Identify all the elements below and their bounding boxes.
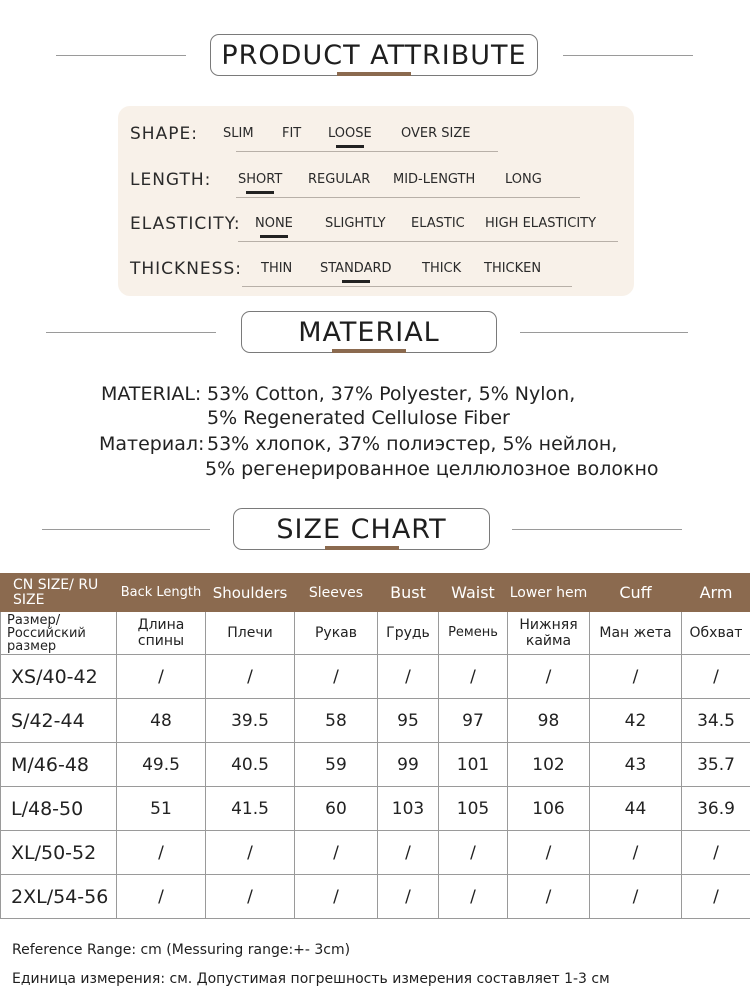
attr-option: OVER SIZE	[401, 126, 471, 141]
attr-label: SHAPE:	[130, 124, 198, 144]
attr-row-thickness	[118, 251, 634, 291]
attr-label: ELASTICITY:	[130, 214, 241, 234]
attr-option: THIN	[261, 261, 293, 276]
attr-option: MID-LENGTH	[393, 172, 476, 187]
measurement-cell: 41.5	[206, 787, 295, 831]
material-label-ru: Материал:	[99, 433, 205, 455]
table-row	[1, 831, 750, 875]
measurement-cell: 105	[439, 787, 508, 831]
measurement-cell: /	[439, 875, 508, 919]
table-header-ru: Ремень	[439, 612, 508, 655]
table-header: Cuff	[590, 574, 682, 612]
section-title: PRODUCT ATTRIBUTE	[210, 34, 538, 76]
measurement-cell: 35.7	[682, 743, 750, 787]
measurement-cell: 49.5	[117, 743, 206, 787]
measurement-cell: 39.5	[206, 699, 295, 743]
measurement-cell: 98	[508, 699, 590, 743]
table-header-ru: Плечи	[206, 612, 295, 655]
table-header: Bust	[378, 574, 439, 612]
attr-row-elasticity	[118, 206, 634, 246]
measurement-cell: /	[295, 831, 378, 875]
material-label-en: MATERIAL:	[101, 383, 202, 405]
attr-option-selected: STANDARD	[320, 261, 392, 276]
measurement-cell: 44	[590, 787, 682, 831]
attr-option: THICK	[422, 261, 462, 276]
attr-option: SLIM	[223, 126, 254, 141]
table-header: CN SIZE/ RU SIZE	[1, 574, 117, 612]
table-header-ru-row	[1, 612, 750, 655]
table-header: Sleeves	[295, 574, 378, 612]
material-composition-ru: 53% хлопок, 37% полиэстер, 5% нейлон,	[207, 433, 618, 455]
reference-note-en: Reference Range: cm (Messuring range:+- 3cm)	[12, 942, 351, 958]
measurement-cell: /	[590, 655, 682, 699]
material-composition-en-cont: 5% Regenerated Cellulose Fiber	[207, 407, 510, 429]
attr-label: THICKNESS:	[130, 259, 242, 279]
measurement-cell: /	[682, 655, 750, 699]
measurement-cell: 48	[117, 699, 206, 743]
measurement-cell: 99	[378, 743, 439, 787]
measurement-cell: /	[439, 655, 508, 699]
material-composition-ru-cont: 5% регенерированное целлюлозное волокно	[205, 458, 659, 480]
measurement-cell: 51	[117, 787, 206, 831]
measurement-cell: /	[206, 831, 295, 875]
measurement-cell: /	[206, 875, 295, 919]
size-chart-table	[0, 573, 750, 919]
attr-option: REGULAR	[308, 172, 371, 187]
measurement-cell: 102	[508, 743, 590, 787]
table-header: Waist	[439, 574, 508, 612]
table-row	[1, 655, 750, 699]
attr-option: FIT	[282, 126, 302, 141]
measurement-cell: 43	[590, 743, 682, 787]
measurement-cell: 101	[439, 743, 508, 787]
attr-option: HIGH ELASTICITY	[485, 216, 597, 231]
table-header: Back Length	[117, 574, 206, 612]
attr-option-selected: SHORT	[238, 172, 282, 187]
table-header: Shoulders	[206, 574, 295, 612]
measurement-cell: 34.5	[682, 699, 750, 743]
table-header-ru: Размер/ Российский размер	[1, 612, 117, 655]
size-label-cell: 2XL/54-56	[1, 875, 117, 919]
measurement-cell: 58	[295, 699, 378, 743]
measurement-cell: /	[378, 875, 439, 919]
measurement-cell: /	[117, 655, 206, 699]
attr-label: LENGTH:	[130, 170, 212, 190]
product-attribute-heading	[0, 34, 750, 78]
reference-note-ru: Единица измерения: см. Допустимая погрешность измерения составляет 1-3 см	[12, 971, 610, 987]
size-label-cell: XS/40-42	[1, 655, 117, 699]
measurement-cell: 36.9	[682, 787, 750, 831]
measurement-cell: /	[508, 875, 590, 919]
measurement-cell: 97	[439, 699, 508, 743]
attr-option: SLIGHTLY	[325, 216, 386, 231]
table-header-ru: Рукав	[295, 612, 378, 655]
measurement-cell: /	[508, 831, 590, 875]
attr-option: ELASTIC	[411, 216, 465, 231]
measurement-cell: /	[590, 831, 682, 875]
measurement-cell: 106	[508, 787, 590, 831]
measurement-cell: 42	[590, 699, 682, 743]
table-row	[1, 743, 750, 787]
size-label-cell: S/42-44	[1, 699, 117, 743]
table-row	[1, 699, 750, 743]
measurement-cell: /	[439, 831, 508, 875]
size-label-cell: M/46-48	[1, 743, 117, 787]
measurement-cell: /	[378, 831, 439, 875]
measurement-cell: /	[117, 831, 206, 875]
measurement-cell: /	[295, 655, 378, 699]
measurement-cell: /	[682, 831, 750, 875]
material-heading	[0, 311, 750, 355]
measurement-cell: 103	[378, 787, 439, 831]
measurement-cell: 95	[378, 699, 439, 743]
attr-option-selected: NONE	[255, 216, 293, 231]
table-header-row	[1, 574, 750, 612]
measurement-cell: /	[117, 875, 206, 919]
section-title: MATERIAL	[241, 311, 497, 353]
measurement-cell: /	[378, 655, 439, 699]
table-row	[1, 875, 750, 919]
table-header-ru: Ман жета	[590, 612, 682, 655]
attribute-panel	[118, 106, 634, 296]
measurement-cell: /	[206, 655, 295, 699]
table-header-ru: Нижняя кайма	[508, 612, 590, 655]
measurement-cell: 40.5	[206, 743, 295, 787]
measurement-cell: /	[682, 875, 750, 919]
attr-option-selected: LOOSE	[328, 126, 372, 141]
measurement-cell: /	[508, 655, 590, 699]
measurement-cell: /	[295, 875, 378, 919]
measurement-cell: 60	[295, 787, 378, 831]
measurement-cell: /	[590, 875, 682, 919]
measurement-cell: 59	[295, 743, 378, 787]
table-header: Lower hem	[508, 574, 590, 612]
size-chart-heading	[0, 508, 750, 552]
attr-row-length	[118, 162, 634, 202]
attr-option: LONG	[505, 172, 542, 187]
section-title: SIZE CHART	[233, 508, 490, 550]
table-header-ru: Обхват	[682, 612, 750, 655]
table-header-ru: Длина спины	[117, 612, 206, 655]
attr-row-shape	[118, 116, 634, 156]
table-header: Arm	[682, 574, 750, 612]
size-label-cell: XL/50-52	[1, 831, 117, 875]
size-label-cell: L/48-50	[1, 787, 117, 831]
attr-option: THICKEN	[484, 261, 542, 276]
material-composition-en: 53% Cotton, 37% Polyester, 5% Nylon,	[207, 383, 576, 405]
table-header-ru: Грудь	[378, 612, 439, 655]
table-row	[1, 787, 750, 831]
